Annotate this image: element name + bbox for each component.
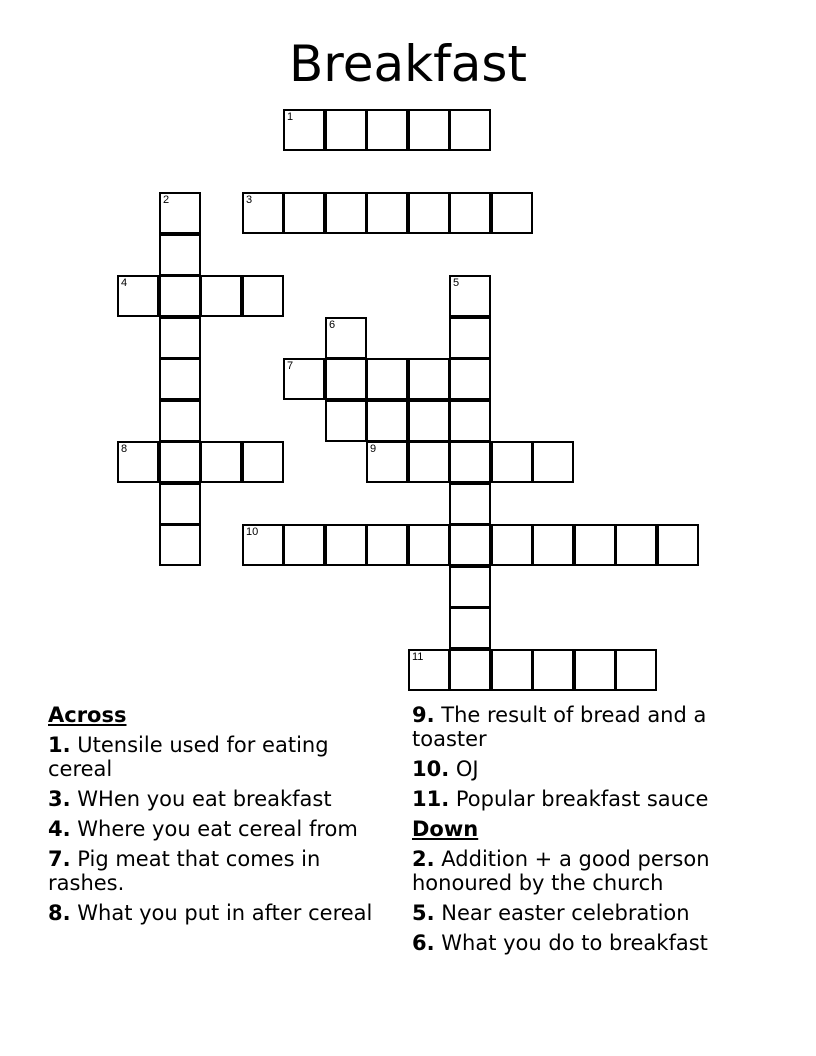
clue-text: Pig meat that comes in rashes. (48, 847, 321, 895)
clue-across-3 (48, 787, 388, 811)
clue-text: Where you eat cereal from (77, 817, 358, 841)
cell-number: 8 (121, 443, 128, 455)
grid-cell[interactable] (408, 192, 450, 234)
grid-cell[interactable] (449, 192, 491, 234)
cell-number: 11 (412, 651, 424, 663)
grid-cell[interactable] (449, 607, 491, 649)
clue-across-8 (48, 901, 388, 925)
grid-cell[interactable] (408, 400, 450, 442)
clue-number: 10. (412, 757, 450, 781)
grid-cell[interactable] (117, 441, 159, 483)
clue-number: 2. (412, 847, 435, 871)
clue-text: OJ (455, 757, 479, 781)
clue-across-9 (412, 703, 742, 751)
grid-cell[interactable] (449, 483, 491, 525)
grid-cell[interactable] (366, 358, 408, 400)
grid-cell[interactable] (491, 649, 533, 691)
grid-cell[interactable] (242, 275, 284, 317)
clue-number: 4. (48, 817, 71, 841)
grid-cell[interactable] (159, 192, 201, 234)
cell-number: 6 (329, 319, 336, 331)
grid-cell[interactable] (491, 524, 533, 566)
clue-number: 3. (48, 787, 71, 811)
grid-cell[interactable] (325, 192, 367, 234)
grid-cell[interactable] (449, 358, 491, 400)
grid-cell[interactable] (574, 524, 616, 566)
grid-cell[interactable] (408, 524, 450, 566)
across-heading: Across (48, 703, 127, 727)
grid-cell[interactable] (532, 441, 574, 483)
grid-cell[interactable] (159, 317, 201, 359)
clue-text: What you do to breakfast (441, 931, 708, 955)
grid-cell[interactable] (325, 109, 367, 151)
grid-cell[interactable] (200, 441, 242, 483)
grid-cell[interactable] (491, 192, 533, 234)
grid-cell[interactable] (532, 524, 574, 566)
grid-cell[interactable] (615, 649, 657, 691)
clue-number: 6. (412, 931, 435, 955)
grid-cell[interactable] (366, 192, 408, 234)
grid-cell[interactable] (491, 441, 533, 483)
grid-cell[interactable] (366, 524, 408, 566)
grid-cell[interactable] (449, 441, 491, 483)
clue-down-5 (412, 901, 742, 925)
grid-cell[interactable] (408, 109, 450, 151)
cell-number: 7 (287, 360, 294, 372)
grid-cell[interactable] (366, 400, 408, 442)
cell-number: 10 (246, 526, 259, 538)
grid-cell[interactable] (325, 524, 367, 566)
grid-cell[interactable] (159, 400, 201, 442)
clue-across-11 (412, 787, 742, 811)
clue-text: What you put in after cereal (77, 901, 373, 925)
grid-cell[interactable] (408, 358, 450, 400)
cell-number: 3 (246, 194, 253, 206)
clue-text: WHen you eat breakfast (77, 787, 332, 811)
grid-cell[interactable] (574, 649, 616, 691)
grid-cell[interactable] (242, 441, 284, 483)
grid-cell[interactable] (325, 400, 367, 442)
grid-cell[interactable] (159, 358, 201, 400)
grid-cell[interactable] (366, 441, 408, 483)
grid-cell[interactable] (159, 524, 201, 566)
grid-cell[interactable] (242, 524, 284, 566)
grid-cell[interactable] (449, 109, 491, 151)
puzzle-title: Breakfast (288, 35, 527, 93)
clue-down-6 (412, 931, 742, 955)
cell-number: 9 (370, 443, 377, 455)
grid-cell[interactable] (449, 649, 491, 691)
clue-number: 8. (48, 901, 71, 925)
down-heading: Down (412, 817, 479, 841)
cell-number: 1 (287, 111, 294, 123)
clue-number: 9. (412, 703, 435, 727)
clue-text: The result of bread and a toaster (412, 703, 707, 751)
grid-cell[interactable] (449, 566, 491, 608)
clue-text: Utensile used for eating cereal (48, 733, 329, 781)
grid-cell[interactable] (159, 234, 201, 276)
clue-number: 11. (412, 787, 450, 811)
grid-cell[interactable] (283, 109, 325, 151)
grid-cell[interactable] (657, 524, 699, 566)
clue-across-7 (48, 847, 388, 895)
grid-cell[interactable] (159, 483, 201, 525)
clue-across-4 (48, 817, 388, 841)
clue-number: 5. (412, 901, 435, 925)
clue-across-1 (48, 733, 388, 781)
grid-cell[interactable] (283, 192, 325, 234)
grid-cell[interactable] (366, 109, 408, 151)
clues-column-right (412, 703, 742, 961)
clue-across-10 (412, 757, 742, 781)
grid-cell[interactable] (325, 317, 367, 359)
grid-cell[interactable] (408, 441, 450, 483)
grid-cell[interactable] (200, 275, 242, 317)
grid-cell[interactable] (408, 649, 450, 691)
grid-cell[interactable] (449, 275, 491, 317)
clue-text: Near easter celebration (441, 901, 690, 925)
clue-number: 1. (48, 733, 71, 757)
cell-number: 2 (163, 194, 170, 206)
grid-cell[interactable] (242, 192, 284, 234)
clue-number: 7. (48, 847, 71, 871)
grid-cell[interactable] (615, 524, 657, 566)
clue-down-2 (412, 847, 742, 895)
grid-cell[interactable] (159, 275, 201, 317)
grid-cell[interactable] (283, 358, 325, 400)
grid-cell[interactable] (449, 317, 491, 359)
grid-cell[interactable] (283, 524, 325, 566)
grid-cell[interactable] (325, 358, 367, 400)
cell-number: 4 (121, 277, 128, 289)
grid-cell[interactable] (449, 524, 491, 566)
clues-column-left (48, 703, 388, 931)
grid-cell[interactable] (532, 649, 574, 691)
grid-cell[interactable] (159, 441, 201, 483)
cell-number: 5 (453, 277, 460, 289)
clue-text: Popular breakfast sauce (455, 787, 709, 811)
grid-cell[interactable] (117, 275, 159, 317)
clue-text: Addition + a good person honoured by the church (412, 847, 710, 895)
grid-cell[interactable] (449, 400, 491, 442)
